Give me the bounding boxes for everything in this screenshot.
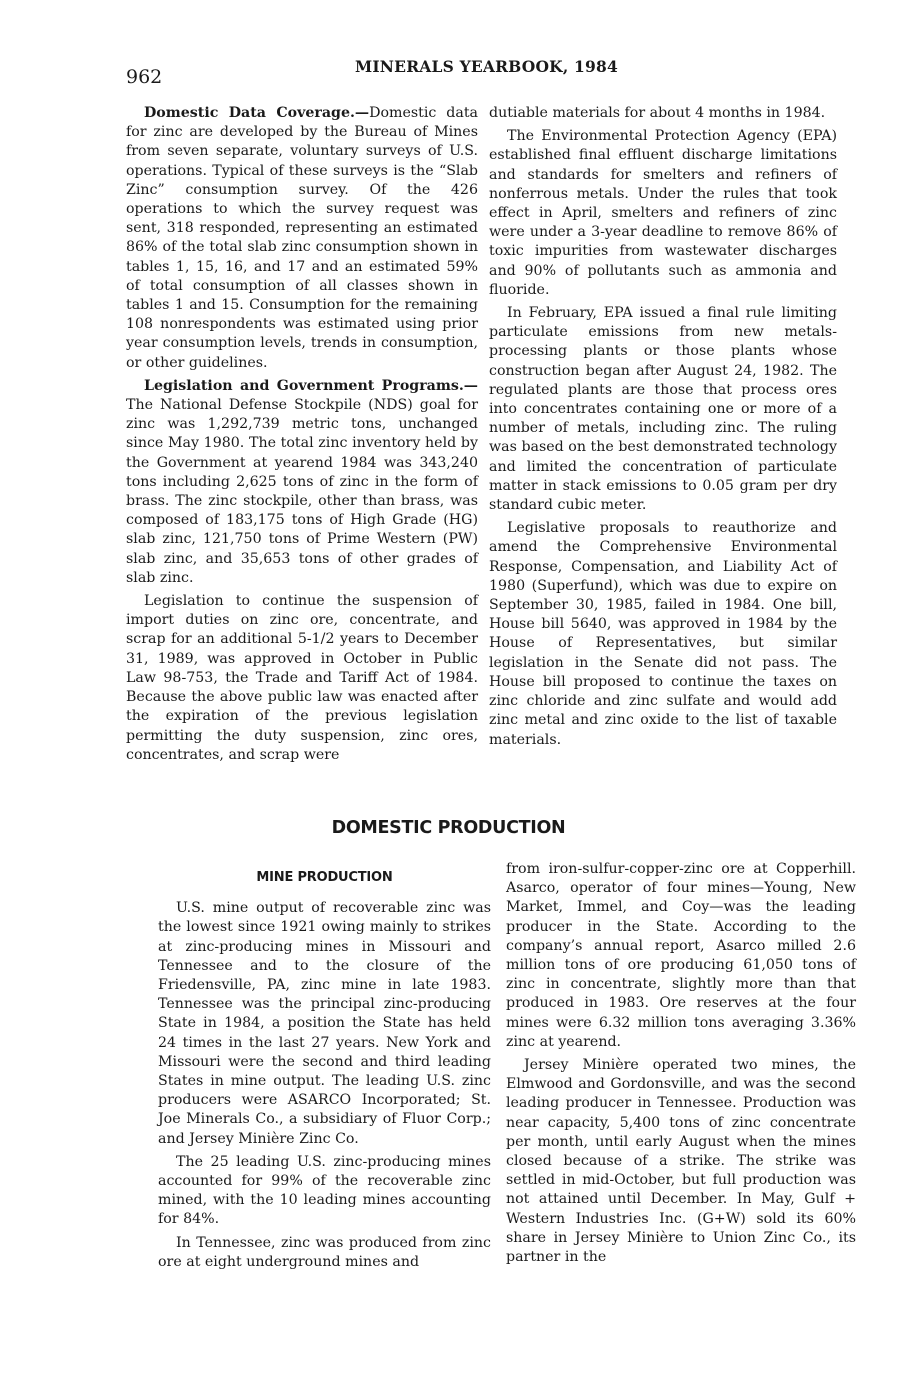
paragraph-leading-mines: The 25 leading U.S. zinc-producing mines accounted for 99% of the recoverable zinc mined, with the 10 leading mines accounting for 84%.: [158, 1153, 491, 1228]
paragraph-import-duties: Legislation to continue the suspension of import duties on zinc ore, concentrate, and scrap for an additional 5-1/2 years to December 31, 1989, was approved in October in Public Law 98-753, the Trade and Tariff Act of 1984. Because the above public law was enacted after the expiration of the previous legislation permitting the duty suspension, zinc ores, concentrates, and scrap were: [126, 593, 478, 763]
run-in-heading: Domestic Data Coverage.—: [144, 105, 370, 121]
page-number: 962: [126, 66, 163, 88]
running-title: MINERALS YEARBOOK, 1984: [355, 57, 618, 76]
paragraph-tennessee: In Tennessee, zinc was produced from zinc ore at eight underground mines and: [158, 1234, 491, 1270]
paragraph-dutiable: dutiable materials for about 4 months in 1984.: [489, 105, 826, 121]
column-right-top: [489, 104, 837, 750]
paragraph-jersey-miniere: Jersey Minière operated two mines, the Elmwood and Gordonsville, and was the second leading producer in Tennessee. Production was near capacity, 5,400 tons of zinc concentrate per month, until early August when the mines closed because of a strike. The strike was settled in mid-October, but full production was not attained until December. In May, Gulf + Western Industries Inc. (G+W) sold its 60% share in Jersey Minière to Union Zinc Co., its partner in the: [506, 1057, 856, 1266]
paragraph-text: Domestic data for zinc are developed by the Bureau of Mines from seven separate, voluntary surveys of U.S. operations. Typical of these surveys is the “Slab Zinc” consumption survey. Of the 426 operations to which the survey request was sent, 318 responded, representing an estimated 86% of the total slab zinc consumption shown in tables 1, 15, 16, and 17 and an estimated 59% of total consumption of all classes shown in tables 1 and 15. Consumption for the remaining 108 nonrespondents was estimated using prior year consumption levels, trends in consumption, or other guidelines.: [126, 105, 478, 371]
paragraph-epa-effluent: The Environmental Protection Agency (EPA) established final effluent discharge limitations and standards for smelters and refiners of nonferrous metals. Under the rules that took effect in April, smelters and refiners of zinc were under a 3-year deadline to remove 86% of toxic impurities from wastewater discharges and 90% of pollutants such as ammonia and fluoride.: [489, 128, 837, 298]
paragraph-asarco: from iron-sulfur-copper-zinc ore at Copperhill. Asarco, operator of four mines—Young, New Market, Immel, and Coy—was the leading producer in the State. According to the company’s annual report, Asarco milled 2.6 million tons of ore producing 61,050 tons of zinc in concentrate, slightly more than that produced in 1983. Ore reserves at the four mines were 6.32 million tons averaging 3.36% zinc at yearend.: [506, 861, 856, 1050]
section-title: DOMESTIC PRODUCTION: [331, 818, 566, 838]
paragraph-legislation: [126, 377, 478, 588]
paragraph-epa-particulate: In February, EPA issued a final rule limiting particulate emissions from new metals-processing plants or those plants whose construction began after August 24, 1982. The regulated plants are those that process ores into concentrates containing one or more of a number of metals, including zinc. The ruling was based on the best demonstrated technology and limited the concentration of particulate matter in stack emissions to 0.05 gram per dry standard cubic meter.: [489, 305, 837, 514]
paragraph-mine-output: U.S. mine output of recoverable zinc was the lowest since 1921 owing mainly to strikes at zinc-producing mines in Missouri and Tennessee and to the closure of the Friedensville, PA, zinc mine in late 1983. Tennessee was the principal zinc-producing State in 1984, a position the State has held 24 times in the last 27 years. New York and Missouri were the second and third leading States in mine output. The leading U.S. zinc producers were ASARCO Incorporated; St. Joe Minerals Co., a subsidiary of Fluor Corp.; and Jersey Minière Zinc Co.: [158, 900, 491, 1147]
column-left-top: [126, 104, 478, 765]
paragraph-domestic-data-coverage: [126, 104, 478, 373]
paragraph-superfund: Legislative proposals to reauthorize and amend the Comprehensive Environmental Response, Compensation, and Liability Act of 1980 (Superfund), which was due to expire on September 30, 1985, failed in 1984. One bill, House bill 5640, was approved in 1984 by the House of Representatives, but similar legislation in the Senate did not pass. The House bill proposed to continue the taxes on zinc chloride and zinc sulfate and would add zinc metal and zinc oxide to the list of taxable materials.: [489, 520, 837, 748]
column-right-bottom: [506, 860, 856, 1267]
paragraph-text: The National Defense Stockpile (NDS) goal for zinc was 1,292,739 metric tons, unchanged since May 1980. The total zinc inventory held by the Government at yearend 1984 was 343,240 tons including 2,625 tons of zinc in the form of brass. The zinc stockpile, other than brass, was composed of 183,175 tons of High Grade (HG) slab zinc, 121,750 tons of Prime Western (PW) slab zinc, and 35,653 tons of other grades of slab zinc.: [126, 397, 478, 586]
subsection-heading: MINE PRODUCTION: [256, 870, 393, 885]
column-left-bottom: [158, 868, 491, 1272]
run-in-heading: Legislation and Government Programs.—: [144, 377, 478, 394]
